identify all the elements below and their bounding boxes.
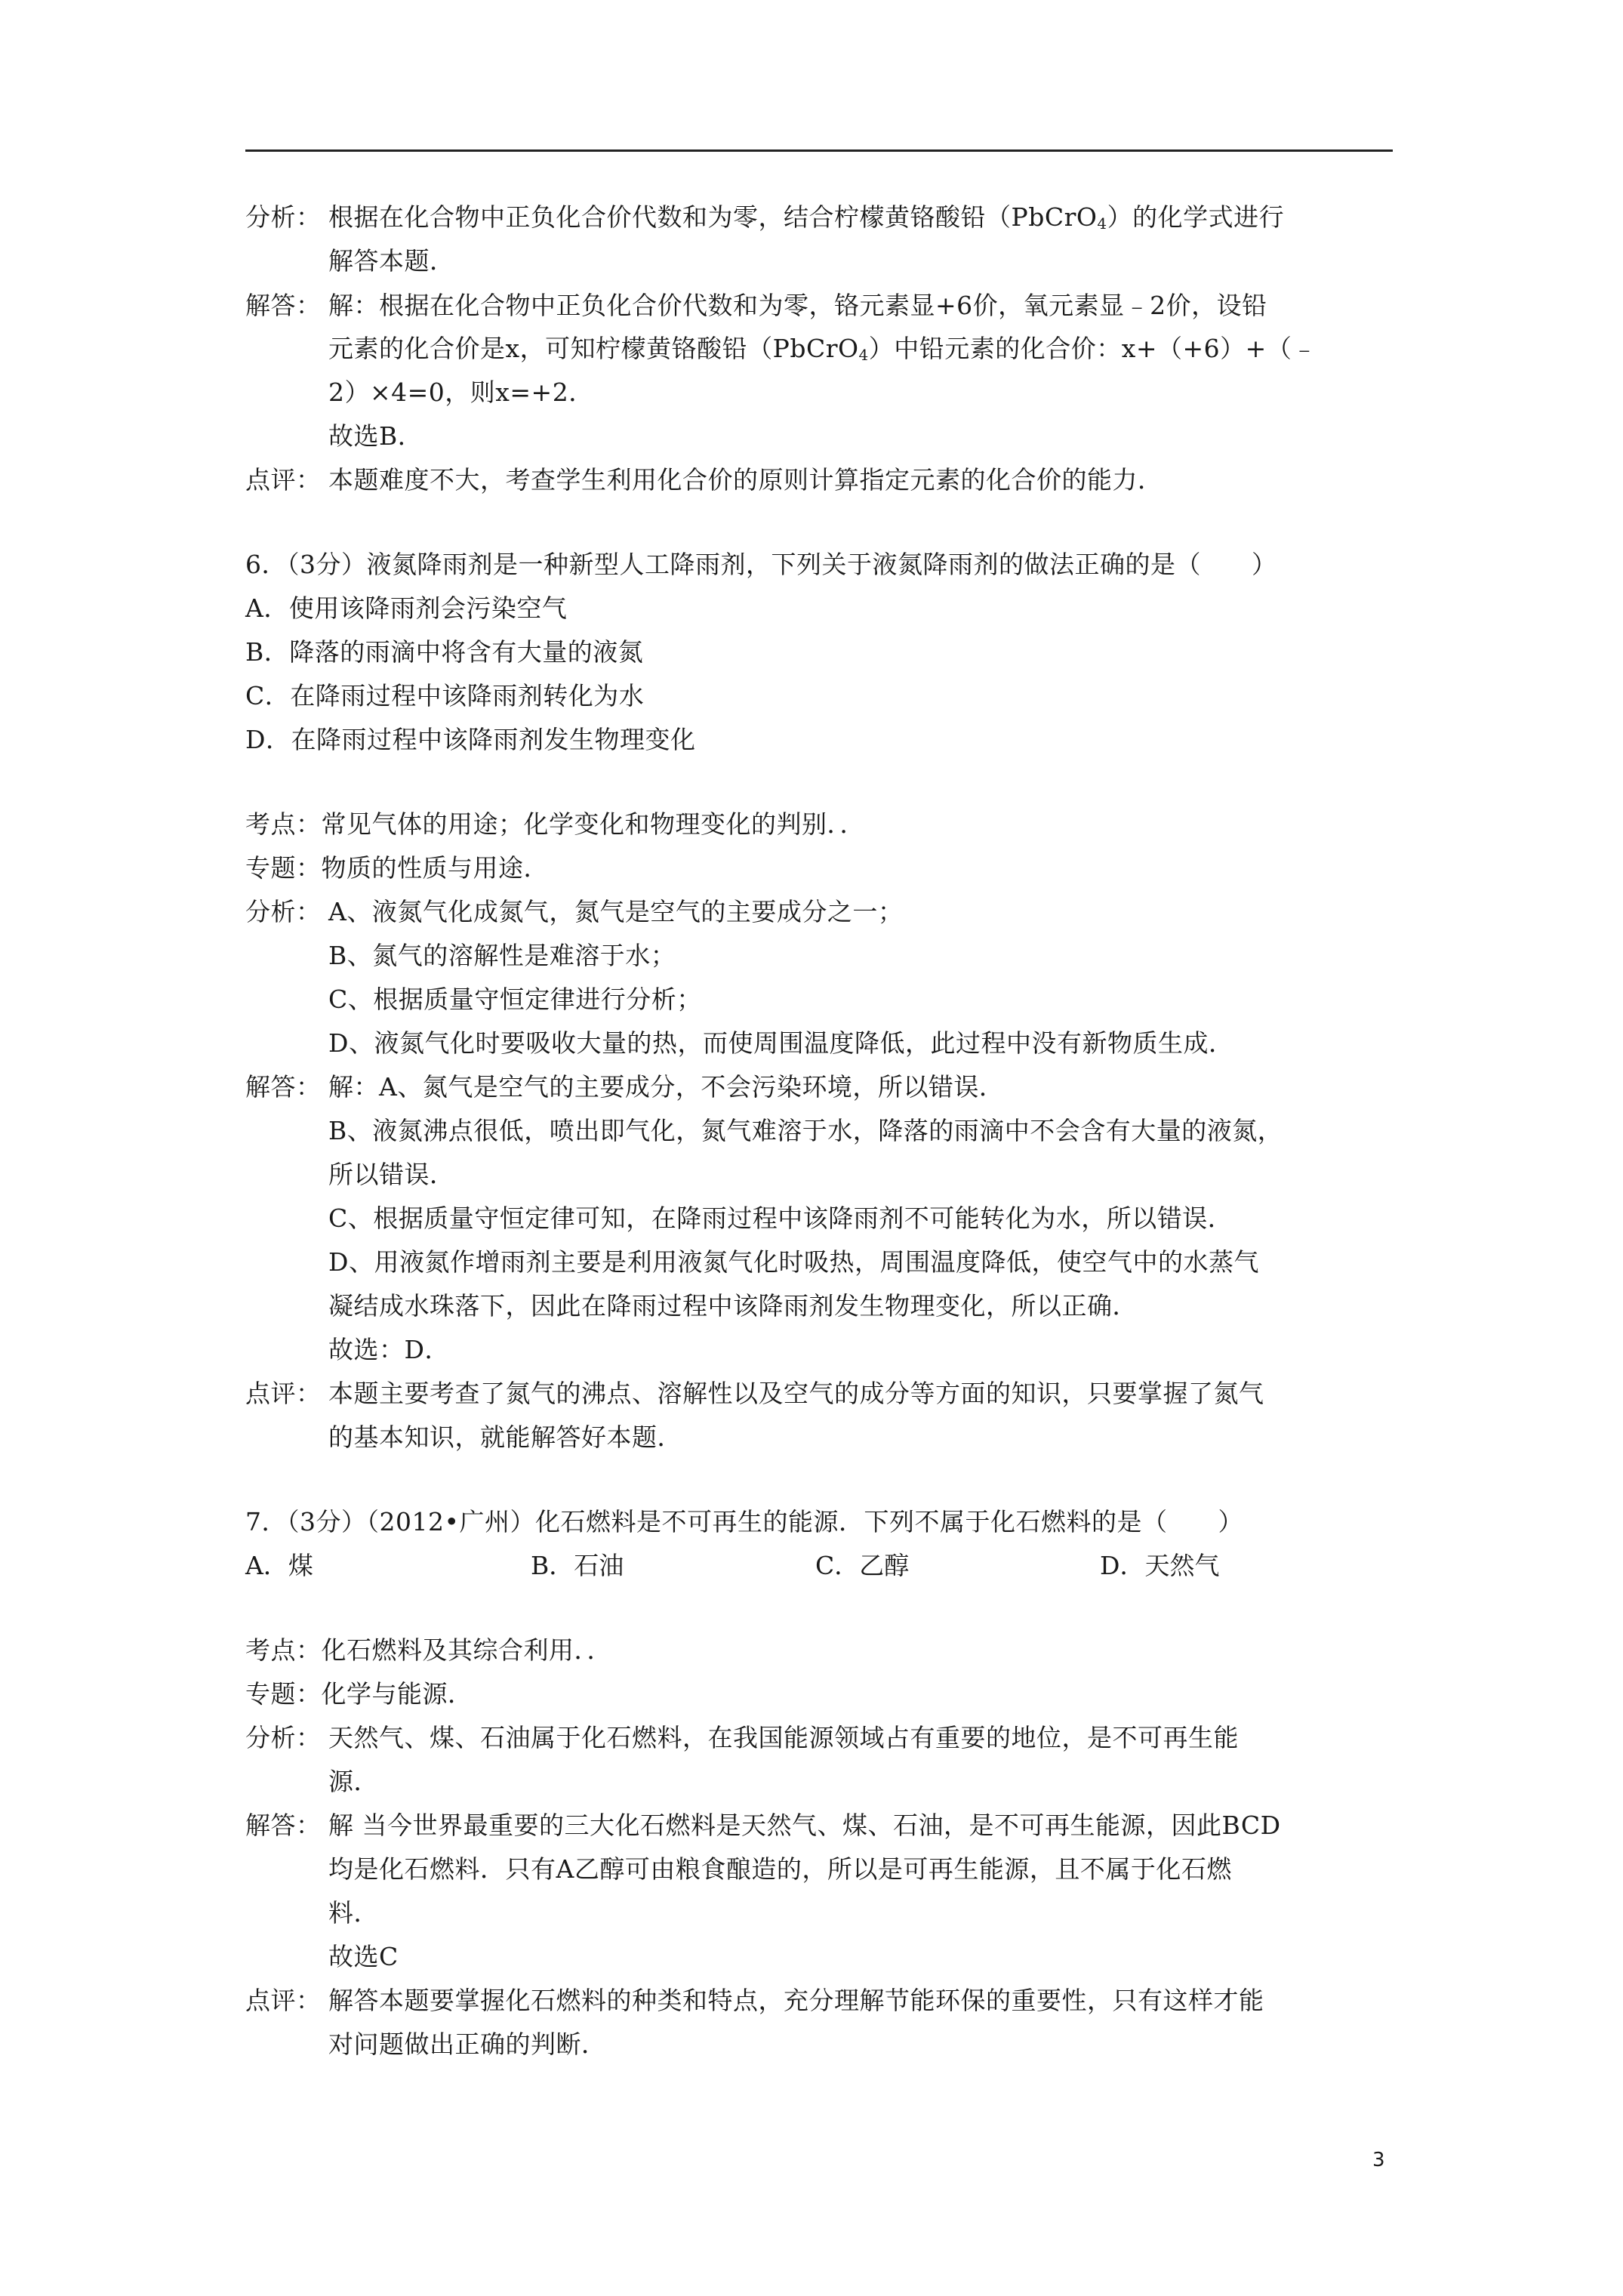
q5-answer-line-2: 元素的化合价是x，可知柠檬黄铬酸铅（PbCrO$_4$）中铅元素的化合价：x+（+6）+（﹣ (328, 334, 1317, 364)
q7-option-b: B．石油 (531, 1551, 624, 1580)
q6-comment-label: 点评： (245, 1379, 322, 1408)
q7-stem: 7．（3分）（2012•广州）化石燃料是不可再生的能源．下列不属于化石燃料的是（ ） (245, 1507, 1243, 1536)
q6-answer-label: 解答： (245, 1072, 322, 1102)
q5-answer-line-1: 解：根据在化合物中正负化合价代数和为零，铬元素显+6价，氧元素显﹣2价，设铅 (328, 291, 1267, 320)
q7-option-d: D．天然气 (1100, 1551, 1220, 1580)
q6-option-b: B．降落的雨滴中将含有大量的液氮 (245, 637, 644, 667)
q7-test-point: 考点：化石燃料及其综合利用．． (245, 1635, 612, 1665)
page-number: 3 (1372, 2149, 1385, 2171)
q7-comment-line: 解答本题要掌握化石燃料的种类和特点，充分理解节能环保的重要性，只有这样才能 (328, 1986, 1264, 2015)
q5-answer-label: 解答： (245, 291, 322, 320)
q6-option-d: D．在降雨过程中该降雨剂发生物理变化 (245, 725, 696, 754)
q7-option-c: C．乙醇 (815, 1551, 910, 1580)
q6-option-c: C．在降雨过程中该降雨剂转化为水 (245, 681, 645, 710)
q6-answer-line: 凝结成水珠落下，因此在降雨过程中该降雨剂发生物理变化，所以正确． (328, 1291, 1138, 1321)
q6-analysis-line: B、氮气的溶解性是难溶于水； (328, 941, 676, 970)
q7-analysis-label: 分析： (245, 1723, 322, 1752)
q6-analysis-line: A、液氮气化成氮气，氮气是空气的主要成分之一； (328, 897, 904, 926)
q7-answer-line: 料． (328, 1898, 379, 1928)
q6-answer-line: 解：A、氮气是空气的主要成分，不会污染环境，所以错误． (328, 1072, 1005, 1102)
q7-analysis-line: 天然气、煤、石油属于化石燃料，在我国能源领域占有重要的地位，是不可再生能 (328, 1723, 1239, 1752)
q6-answer-line: B、液氮沸点很低，喷出即气化，氮气难溶于水，降落的雨滴中不会含有大量的液氮， (328, 1116, 1283, 1145)
q6-analysis-label: 分析： (245, 897, 322, 926)
q6-option-a: A．使用该降雨剂会污染空气 (245, 593, 568, 623)
q7-answer-label: 解答： (245, 1811, 322, 1840)
q6-topic: 专题：物质的性质与用途． (245, 853, 549, 883)
q7-comment-line: 对问题做出正确的判断． (328, 2029, 607, 2059)
q6-analysis-line: C、根据质量守恒定律进行分析； (328, 985, 702, 1014)
header-rule (245, 149, 1393, 152)
q6-comment-line: 的基本知识，就能解答好本题． (328, 1422, 682, 1452)
q6-stem: 6．（3分）液氮降雨剂是一种新型人工降雨剂，下列关于液氮降雨剂的做法正确的是（ ） (245, 550, 1277, 579)
q6-comment-line: 本题主要考查了氮气的沸点、溶解性以及空气的成分等方面的知识，只要掌握了氮气 (328, 1379, 1264, 1408)
q5-answer-line-3: 2）×4=0，则x=+2． (328, 378, 594, 407)
q5-comment-line-1: 本题难度不大，考查学生利用化合价的原则计算指定元素的化合价的能力． (328, 465, 1163, 495)
q6-answer-line: C、根据质量守恒定律可知，在降雨过程中该降雨剂不可能转化为水，所以错误． (328, 1203, 1233, 1233)
q5-comment-label: 点评： (245, 465, 322, 495)
q5-analysis-label: 分析： (245, 202, 322, 232)
q5-analysis-line-1: 根据在化合物中正负化合价代数和为零，结合柠檬黄铬酸铅（PbCrO$_4$）的化学式进行 (328, 202, 1285, 233)
q7-comment-label: 点评： (245, 1986, 322, 2015)
q6-answer-line: D、用液氮作增雨剂主要是利用液氮气化时吸热，周围温度降低，使空气中的水蒸气 (328, 1247, 1259, 1277)
q7-topic: 专题：化学与能源． (245, 1679, 473, 1709)
q7-option-a: A．煤 (245, 1551, 313, 1580)
q5-answer-choice: 故选B． (328, 421, 423, 451)
q6-test-point: 考点：常见气体的用途；化学变化和物理变化的判别．． (245, 809, 865, 839)
q7-analysis-line: 源． (328, 1767, 379, 1796)
q6-answer-line: 所以错误． (328, 1160, 455, 1189)
q7-answer-line: 均是化石燃料．只有A乙醇可由粮食酿造的，所以是可再生能源，且不属于化石燃 (328, 1854, 1232, 1884)
q6-answer-choice: 故选：D． (328, 1335, 450, 1364)
q5-analysis-line-2: 解答本题． (328, 246, 455, 276)
q7-answer-line: 解 当今世界最重要的三大化石燃料是天然气、煤、石油，是不可再生能源，因此BCD (328, 1811, 1281, 1840)
q6-analysis-line: D、液氮气化时要吸收大量的热，而使周围温度降低，此过程中没有新物质生成． (328, 1028, 1234, 1058)
q7-answer-choice: 故选C (328, 1942, 399, 1971)
